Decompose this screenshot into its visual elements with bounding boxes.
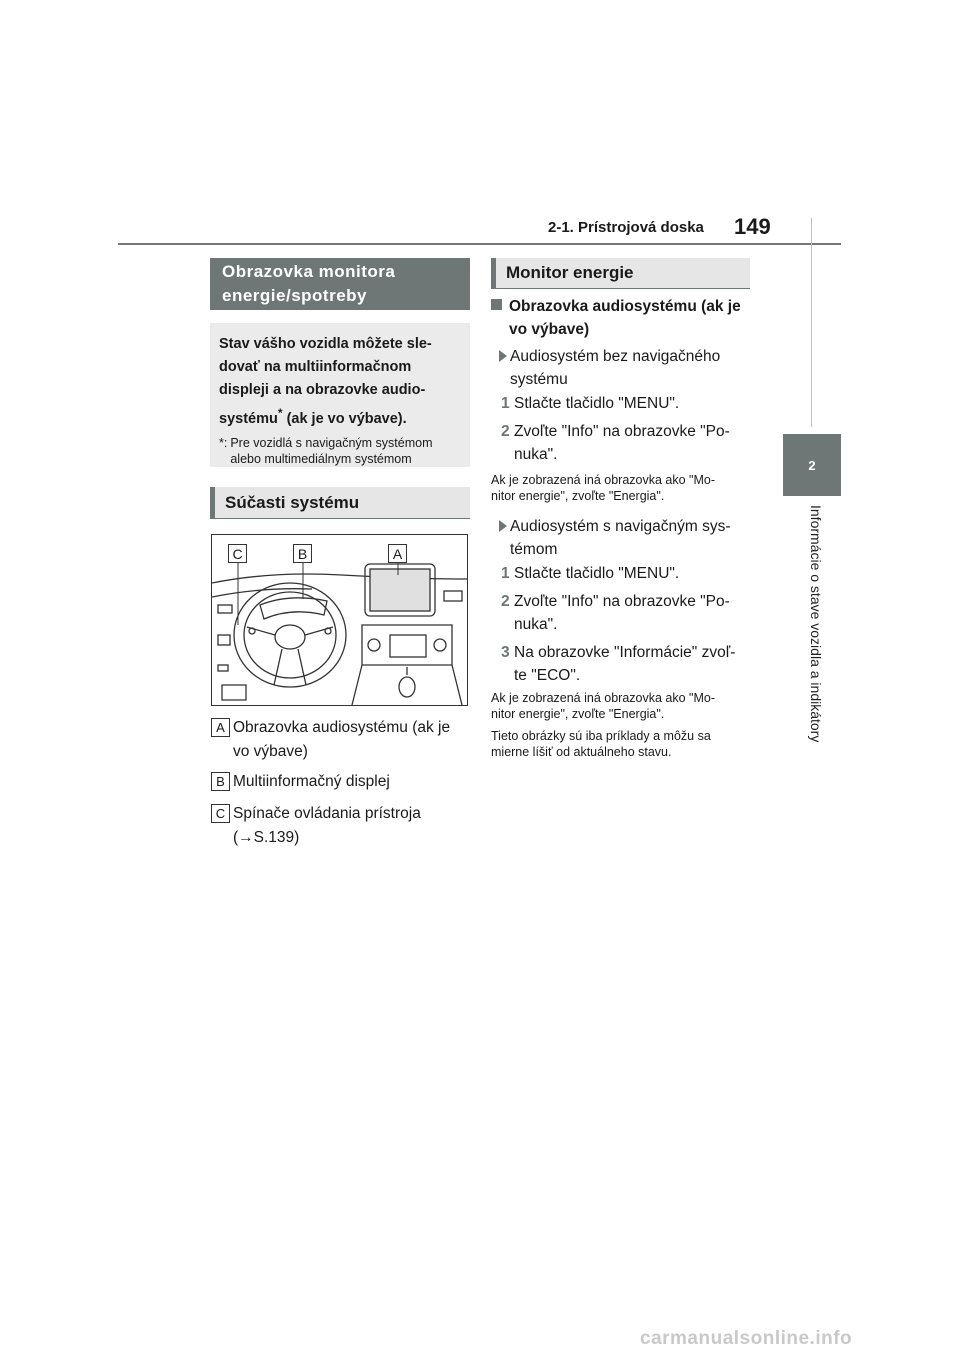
footnote-mark: *: (219, 435, 228, 450)
section-heading-line: Obrazovka monitora (222, 262, 396, 281)
group-title-line: Audiosystém bez navigačného (510, 348, 721, 365)
page-number: 149 (734, 214, 771, 239)
note-line: Ak je zobrazená iná obrazovka ako "Mo- (491, 473, 715, 487)
group-title (491, 515, 751, 561)
note-line: nitor energie", zvoľte "Energia". (491, 707, 665, 721)
callout-a: A (388, 544, 407, 563)
intro-box (210, 323, 470, 467)
section-heading-line: energie/spotreby (222, 286, 367, 305)
audio-subheading (491, 295, 751, 341)
step-number: 1 (501, 395, 510, 412)
audio-subheading-line: Obrazovka audiosystému (ak je (509, 298, 741, 315)
callout-c: C (228, 544, 247, 563)
intro-text (219, 333, 461, 431)
note-line: nitor energie", zvoľte "Energia". (491, 489, 665, 503)
step (491, 590, 751, 636)
intro-line: dovať na multiinformačnom (219, 359, 412, 375)
section-label: 2-1. Prístrojová doska (548, 219, 704, 236)
intro-line: systému (219, 410, 278, 427)
note-line: Ak je zobrazená iná obrazovka ako "Mo- (491, 691, 715, 705)
group-title-line: témom (510, 541, 558, 558)
group-title-line: systému (510, 371, 568, 388)
step-number: 2 (501, 423, 510, 440)
step-text: nuka". (514, 616, 558, 633)
dashboard-drawing (212, 535, 467, 705)
triangle-bullet-icon (499, 520, 507, 532)
legend-item-a (211, 716, 473, 764)
footnote-line: alebo multimediálnym systémom (230, 451, 412, 466)
note-line: mierne líšiť od aktuálneho stavu. (491, 745, 672, 759)
intro-line: Stav vášho vozidla môžete sle- (219, 336, 432, 352)
legend-text: vo výbave) (233, 743, 308, 760)
chapter-title: Informácie o stave vozidla a indikátory (808, 505, 824, 743)
step-number: 2 (501, 593, 510, 610)
step-text: Stlačte tlačidlo "MENU". (514, 565, 680, 582)
section-heading-right: Monitor energie (491, 258, 750, 289)
callout-b: B (293, 544, 312, 563)
dashboard-illustration (211, 534, 468, 706)
square-bullet-icon (491, 299, 502, 310)
watermark-text: carmanualsonline.info (640, 1328, 853, 1349)
intro-line: displeji a na obrazovke audio- (219, 382, 426, 398)
footnote (219, 435, 461, 467)
chapter-tab[interactable]: 2 (783, 434, 841, 496)
group-title-line: Audiosystém s navigačným sys- (510, 518, 731, 535)
page-reference-link[interactable]: (→S.139) (233, 829, 300, 846)
legend-text: Multiinformačný displej (233, 773, 390, 790)
step-text: Na obrazovke "Informácie" zvoľ- (514, 644, 736, 661)
legend-item-c (211, 802, 473, 850)
note (491, 690, 751, 722)
legend-letter: B (211, 772, 230, 791)
legend-letter: A (211, 718, 230, 737)
intro-line: (ak je vo výbave). (282, 410, 407, 427)
step-text: Zvoľte "Info" na obrazovke "Po- (514, 593, 730, 610)
step (491, 641, 751, 687)
header-rule (118, 243, 841, 245)
legend-item-b (211, 770, 473, 794)
note-line: Tieto obrázky sú iba príklady a môžu sa (491, 729, 711, 743)
step-number: 3 (501, 644, 510, 661)
subsection-heading: Súčasti systému (210, 487, 470, 519)
note (491, 472, 751, 504)
legend-text: Obrazovka audiosystému (ak je (233, 719, 451, 736)
footnote-marker: * (277, 406, 283, 420)
side-divider (811, 218, 812, 427)
legend-text: Spínače ovládania prístroja (233, 805, 421, 822)
step-text: Stlačte tlačidlo "MENU". (514, 395, 680, 412)
final-note (491, 728, 751, 760)
step-text: Zvoľte "Info" na obrazovke "Po- (514, 423, 730, 440)
footnote-line: Pre vozidlá s navigačným systémom (230, 435, 433, 450)
group-title (491, 345, 751, 391)
step (491, 392, 751, 415)
audio-subheading-line: vo výbave) (509, 321, 590, 338)
step (491, 420, 751, 466)
step (491, 562, 751, 585)
step-text: te "ECO". (514, 667, 581, 684)
legend-letter: C (211, 804, 230, 823)
section-heading (210, 258, 470, 310)
step-text: nuka". (514, 446, 558, 463)
triangle-bullet-icon (499, 350, 507, 362)
step-number: 1 (501, 565, 510, 582)
